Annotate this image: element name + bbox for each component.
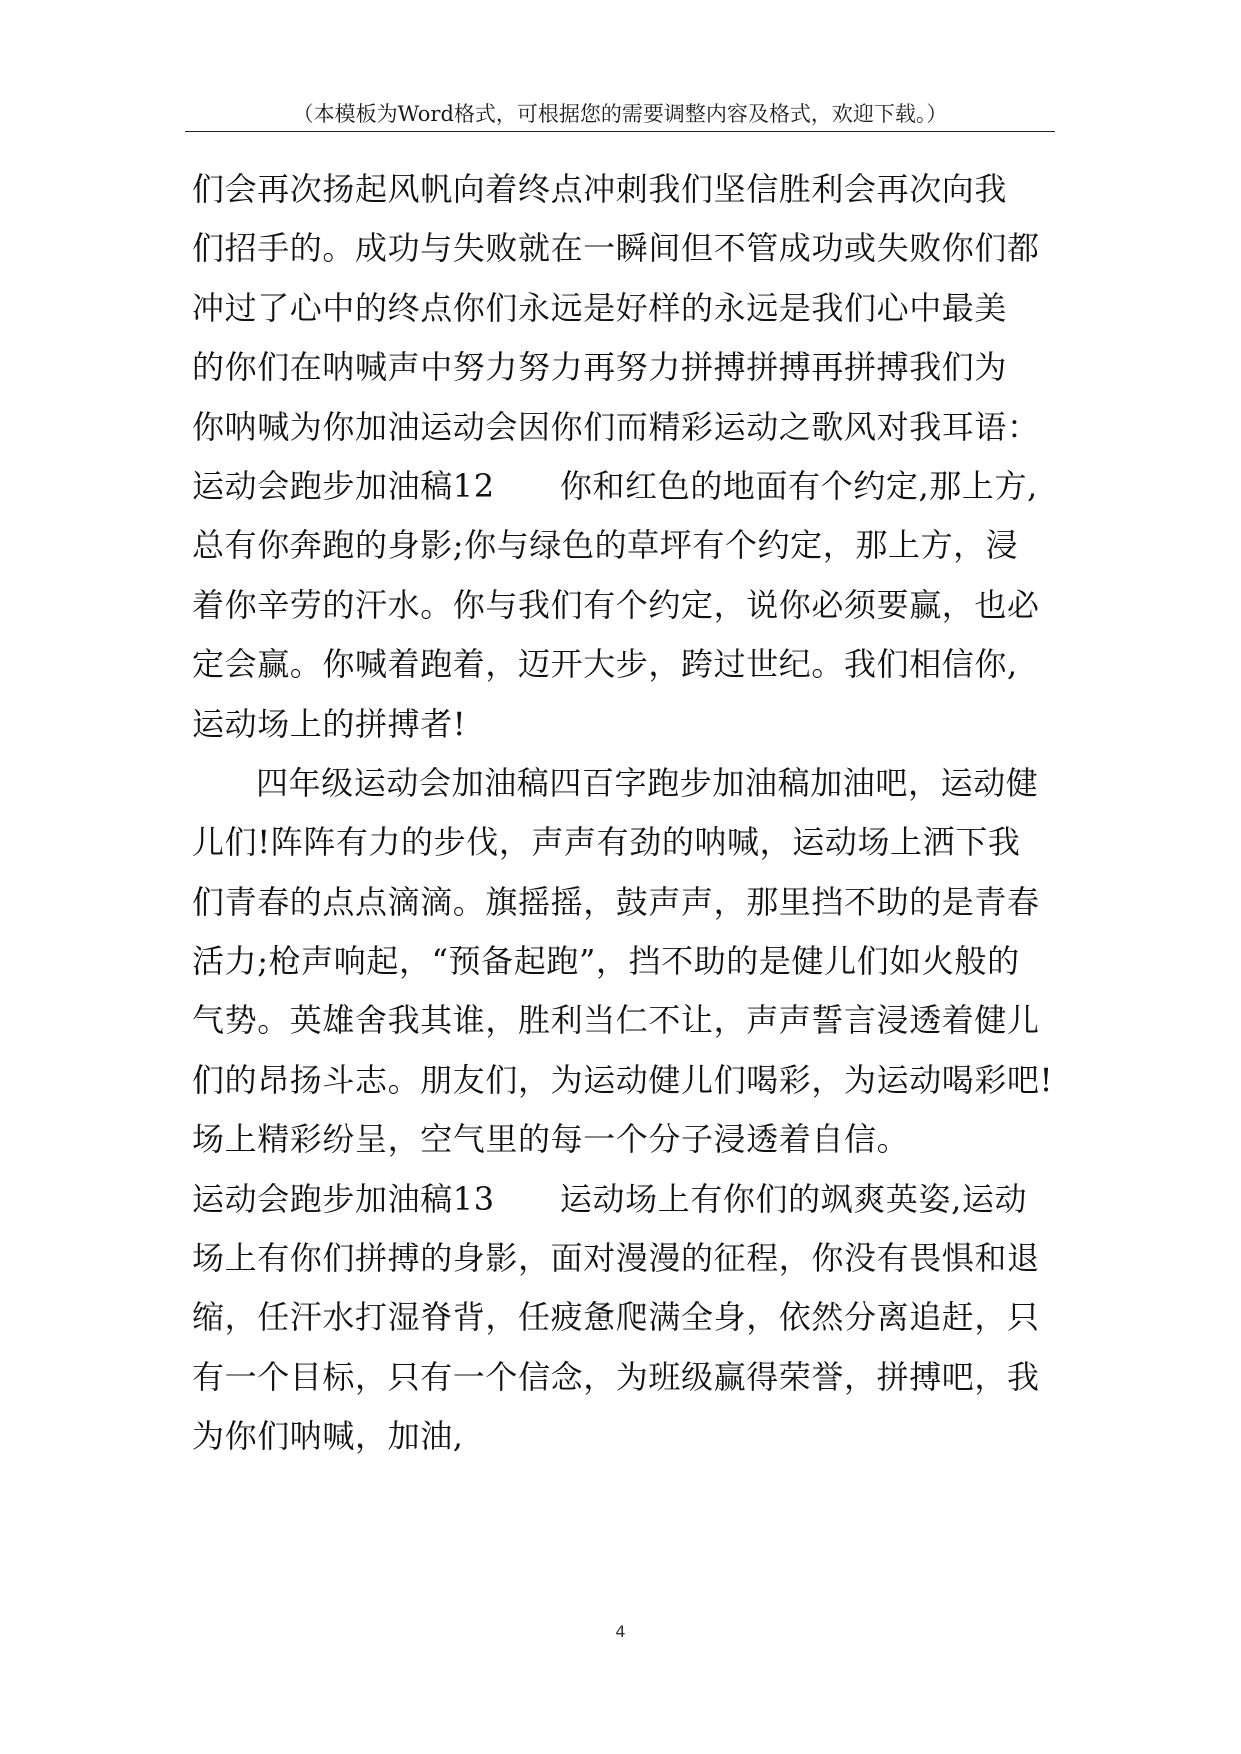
text-line: 总有你奔跑的身影;你与绿色的草坪有个约定，那上方，浸 (192, 526, 1019, 565)
text-line: 缩，任汗水打湿脊背，任疲惫爬满全身，依然分离追赶，只 (192, 1298, 1040, 1337)
text-line: 们青春的点点滴滴。旗摇摇，鼓声声，那里挡不助的是青春 (192, 882, 1040, 921)
page-number: 4 (615, 1622, 626, 1641)
header-divider (185, 131, 1055, 132)
text-line: 们会再次扬起风帆向着终点冲刺我们坚信胜利会再次向我 (192, 170, 1008, 208)
header-note: （本模板为Word格式，可根据您的需要调整内容及格式，欢迎下载。） (292, 102, 948, 126)
paragraph-start-line: 四年级运动会加油稿四百字跑步加油稿加油吧，运动健 (256, 763, 1039, 802)
text-line: 定会赢。你喊着跑着，迈开大步，跨过世纪。我们相信你, (192, 645, 1018, 684)
text-line: 们的昂扬斗志。朋友们，为运动健儿们喝彩，为运动喝彩吧! (192, 1060, 1054, 1099)
text-line: 活力;枪声响起，“预备起跑”，挡不助的是健儿们如火般的 (192, 942, 1020, 981)
text-line: 冲过了心中的终点你们永远是好样的永远是我们心中最美 (192, 288, 1008, 327)
text-line: 场上有你们拼搏的身影，面对漫漫的征程，你没有畏惧和退 (192, 1239, 1040, 1278)
text-line: 们招手的。成功与失败就在一瞬间但不管成功或失败你们都 (192, 229, 1040, 268)
text-line: 运动场上的拼搏者! (192, 704, 467, 743)
text-line: 你呐喊为你加油运动会因你们而精彩运动之歌风对我耳语： (192, 407, 1040, 446)
text-line: 运动会跑步加油稿12 你和红色的地面有个约定,那上方, (192, 466, 1038, 505)
text-line: 场上精彩纷呈，空气里的每一个分子浸透着自信。 (192, 1120, 910, 1159)
text-line: 为你们呐喊，加油, (192, 1417, 464, 1456)
text-line: 着你辛劳的汗水。你与我们有个约定，说你必须要赢，也必 (192, 585, 1040, 624)
text-line: 运动会跑步加油稿13 运动场上有你们的飒爽英姿,运动 (192, 1179, 1028, 1218)
text-line: 气势。英雄舍我其谁，胜利当仁不让，声声誓言浸透着健儿 (192, 1001, 1040, 1040)
body-text (192, 160, 1072, 1467)
text-line: 的你们在呐喊声中努力努力再努力拼搏拼搏再拼搏我们为 (192, 348, 1008, 387)
text-line: 儿们!阵阵有力的步伐，声声有劲的呐喊，运动场上洒下我 (192, 823, 1021, 862)
text-line: 有一个目标，只有一个信念，为班级赢得荣誉，拼搏吧，我 (192, 1357, 1040, 1396)
